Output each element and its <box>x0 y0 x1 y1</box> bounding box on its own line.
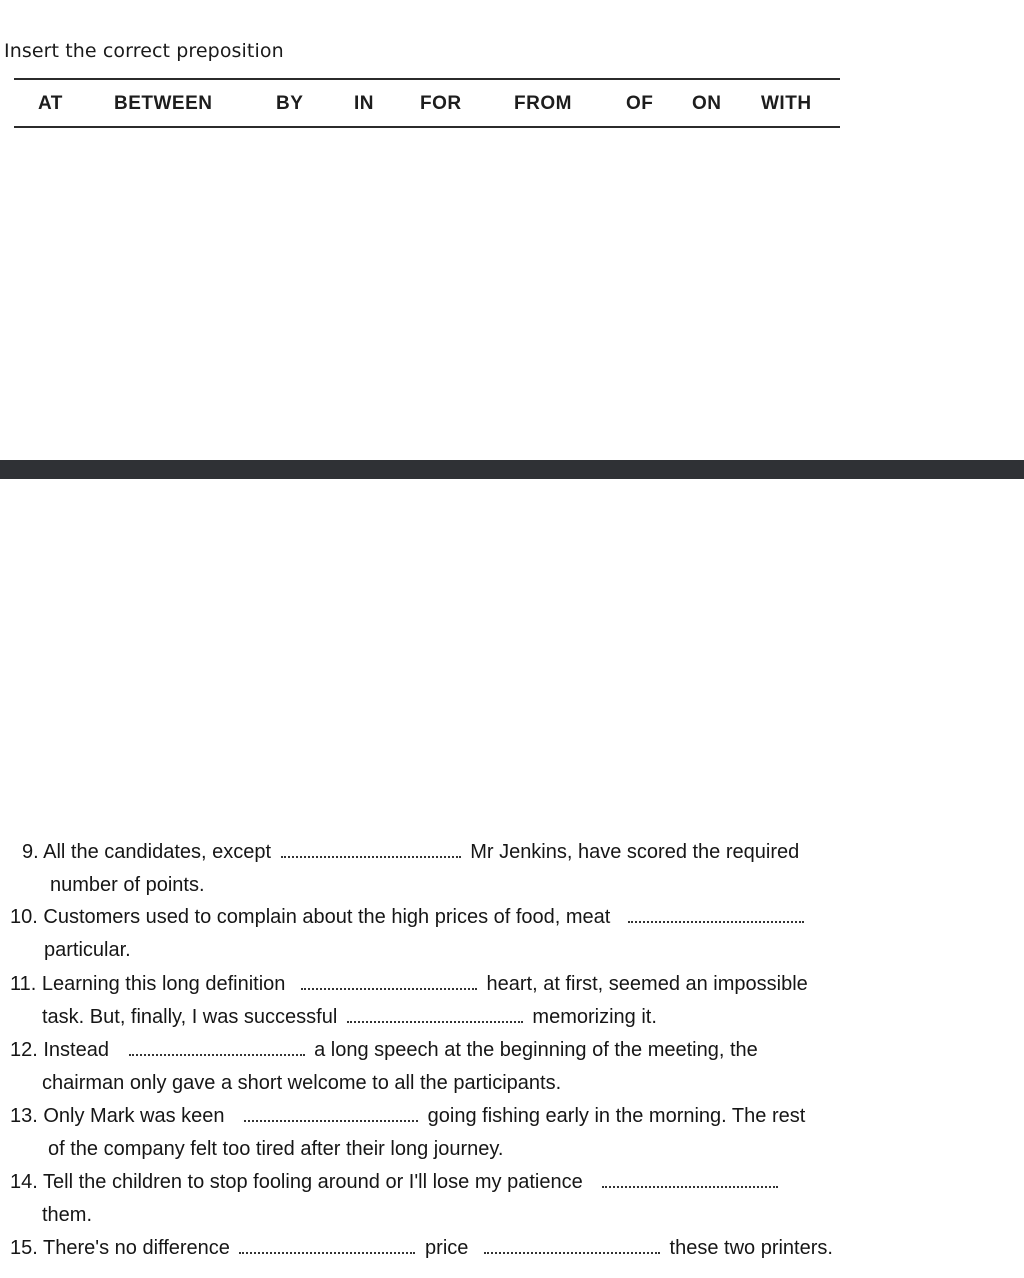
question-text: Tell the children to stop fooling around or I'll lose my patience <box>43 1171 583 1193</box>
question-12-line-2: chairman only gave a short welcome to all the participants. <box>42 1072 562 1094</box>
question-9-line-1 <box>22 840 799 864</box>
question-13-line-2: of the company felt too tired after their long journey. <box>48 1138 504 1160</box>
word-bank-item: IN <box>354 93 374 114</box>
answer-blank[interactable] <box>347 1017 523 1023</box>
word-bank-item: ON <box>692 93 722 114</box>
word-bank <box>14 78 840 128</box>
question-number: 15. <box>10 1237 38 1259</box>
question-number: 14. <box>10 1171 38 1193</box>
top-page-image <box>0 0 1024 460</box>
question-text: Only Mark was keen <box>43 1105 225 1127</box>
question-15-line-1 <box>10 1236 833 1260</box>
question-text: these two printers. <box>669 1237 833 1259</box>
question-text: heart, at first, seemed an impossible <box>486 973 808 995</box>
question-text: Instead <box>43 1039 109 1061</box>
question-13-line-1 <box>10 1104 805 1128</box>
answer-blank[interactable] <box>628 917 804 923</box>
word-bank-item: OF <box>626 93 654 114</box>
word-bank-item: WITH <box>761 93 812 114</box>
question-11-line-1 <box>10 972 808 996</box>
word-bank-item: BETWEEN <box>114 93 213 114</box>
question-text: a long speech at the beginning of the meeting, the <box>314 1039 758 1061</box>
question-text: Customers used to complain about the high prices of food, meat <box>43 906 611 928</box>
question-number: 9. <box>22 841 39 863</box>
answer-blank[interactable] <box>239 1248 415 1254</box>
answer-blank[interactable] <box>281 852 461 858</box>
question-text: memorizing it. <box>532 1006 657 1028</box>
word-bank-item: BY <box>276 93 304 114</box>
word-bank-item: FOR <box>420 93 462 114</box>
question-text: going fishing early in the morning. The rest <box>427 1105 806 1127</box>
question-12-line-1 <box>10 1038 758 1062</box>
image-divider <box>0 460 1024 479</box>
question-9-line-2: number of points. <box>50 874 205 896</box>
question-number: 13. <box>10 1105 38 1127</box>
question-number: 12. <box>10 1039 38 1061</box>
question-text: Mr Jenkins, have scored the required <box>470 841 800 863</box>
answer-blank[interactable] <box>129 1050 305 1056</box>
exercise-title: Insert the correct preposition <box>4 40 284 62</box>
answer-blank[interactable] <box>244 1116 418 1122</box>
question-10-line-2: particular. <box>44 939 131 961</box>
question-11-line-2 <box>42 1005 657 1029</box>
question-14-line-2: them. <box>42 1204 93 1226</box>
question-10-line-1 <box>10 905 808 929</box>
question-text: All the candidates, except <box>43 841 272 863</box>
word-bank-item: FROM <box>514 93 572 114</box>
question-text: There's no difference <box>43 1237 230 1259</box>
answer-blank[interactable] <box>484 1248 660 1254</box>
question-number: 10. <box>10 906 38 928</box>
answer-blank[interactable] <box>301 984 477 990</box>
question-text: price <box>425 1237 469 1259</box>
answer-blank[interactable] <box>602 1182 778 1188</box>
question-text: Learning this long definition <box>41 973 286 995</box>
question-number: 11. <box>10 973 37 995</box>
word-bank-item: AT <box>38 93 63 114</box>
question-text: task. But, finally, I was successful <box>42 1006 338 1028</box>
question-14-line-1 <box>10 1170 782 1194</box>
